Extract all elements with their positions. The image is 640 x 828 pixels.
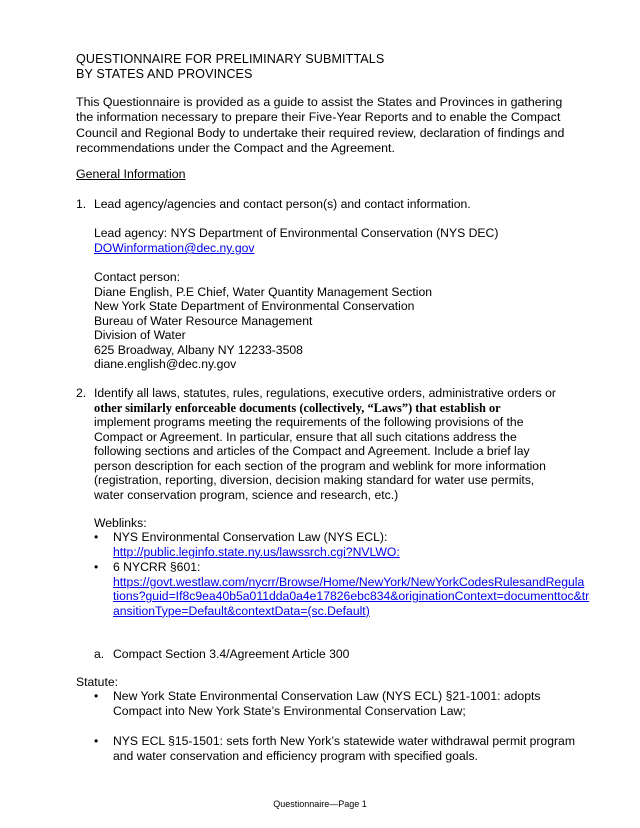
contact-label: Contact person: (94, 270, 181, 284)
question-1-text: Lead agency/agencies and contact person(s) and contact information. (94, 197, 471, 211)
bullet-icon: • (94, 734, 99, 748)
weblink-url[interactable]: http://public.leginfo.state.ny.us/lawssrch.cgi?NVLWO: (113, 544, 400, 559)
statute-line: and water conservation and efficiency program with specified goals. (113, 748, 478, 763)
bullet-icon: • (94, 689, 99, 703)
statute-bullet-2 (113, 734, 575, 763)
intro-paragraph: This Questionnaire is provided as a guide to assist the States and Provinces in gathering the information necessary to prepare their Five-Year Reports and to enable the Compact Council and Regional Body to undertake their required review, declaration of findings and recommendations under the Compact and the Agreement. (76, 95, 565, 156)
question-2-number: 2. (76, 386, 87, 400)
weblink-url[interactable]: tions?guid=If8c9ea40b5a011dda0a4e17826ebc834&originationContext=documenttoc&tr (113, 589, 590, 604)
weblink-2 (113, 560, 589, 618)
contact-block (94, 285, 432, 373)
question-2-body (94, 415, 546, 503)
statute-label: Statute: (76, 675, 119, 689)
bullet-icon: • (94, 530, 99, 544)
question-2-line: Compact or Agreement. In particular, ensure that all such citations address the (94, 429, 517, 444)
weblink-label: NYS Environmental Conservation Law (NYS ECL): (113, 530, 388, 544)
weblink-1 (113, 530, 400, 559)
page-footer: Questionnaire—Page 1 (273, 799, 367, 809)
statute-line: NYS ECL §15-1501: sets forth New York’s statewide water withdrawal permit program (113, 734, 575, 748)
question-2-line: water conservation program, science and research, etc.) (94, 487, 399, 502)
title-line-2: BY STATES AND PROVINCES (76, 67, 253, 81)
question-2-line: implement programs meeting the requirements of the following provisions of the (94, 415, 524, 429)
question-2-line-1: Identify all laws, statutes, rules, regulations, executive orders, administrative orders or (94, 386, 556, 400)
question-2-line: (registration, reporting, diversion, decision making standard for water use permits, (94, 473, 535, 488)
document-title (76, 52, 384, 82)
statute-line: Compact into New York State’s Environmental Conservation Law; (113, 703, 466, 718)
sub-item-a-label: a. (94, 647, 105, 661)
question-2-line-2: other similarly enforceable documents (collectively, “Laws”) that establish or (94, 400, 501, 415)
weblink-label: 6 NYCRR §601: (113, 560, 201, 574)
contact-line: diane.english@dec.ny.gov (94, 357, 237, 372)
question-2-line: person description for each section of the program and weblink for more information (94, 458, 546, 473)
section-heading: General Information (76, 167, 186, 181)
contact-line: Diane English, P.E Chief, Water Quantity Management Section (94, 284, 433, 299)
question-1-number: 1. (76, 197, 87, 211)
weblink-url[interactable]: https://govt.westlaw.com/nycrr/Browse/Home/NewYork/NewYorkCodesRulesandRegula (113, 574, 585, 589)
lead-email-link[interactable]: DOWinformation@dec.ny.gov (94, 241, 255, 255)
sub-item-a-text: Compact Section 3.4/Agreement Article 300 (113, 647, 350, 661)
contact-line: Bureau of Water Resource Management (94, 313, 313, 328)
question-2-line: following sections and articles of the Compact and Agreement. Include a brief lay (94, 444, 530, 459)
contact-line: 625 Broadway, Albany NY 12233-3508 (94, 342, 303, 357)
contact-line: Division of Water (94, 328, 186, 343)
bullet-icon: • (94, 560, 99, 574)
lead-agency: Lead agency: NYS Department of Environmental Conservation (NYS DEC) (94, 226, 499, 240)
title-line-1: QUESTIONNAIRE FOR PRELIMINARY SUBMITTALS (76, 52, 385, 66)
weblink-url[interactable]: ansitionType=Default&contextData=(sc.Default) (113, 603, 370, 618)
contact-line: New York State Department of Environmental Conservation (94, 299, 415, 314)
statute-line: New York State Environmental Conservation Law (NYS ECL) §21-1001: adopts (113, 689, 541, 703)
weblinks-label: Weblinks: (94, 516, 147, 530)
statute-bullet-1 (113, 689, 540, 718)
